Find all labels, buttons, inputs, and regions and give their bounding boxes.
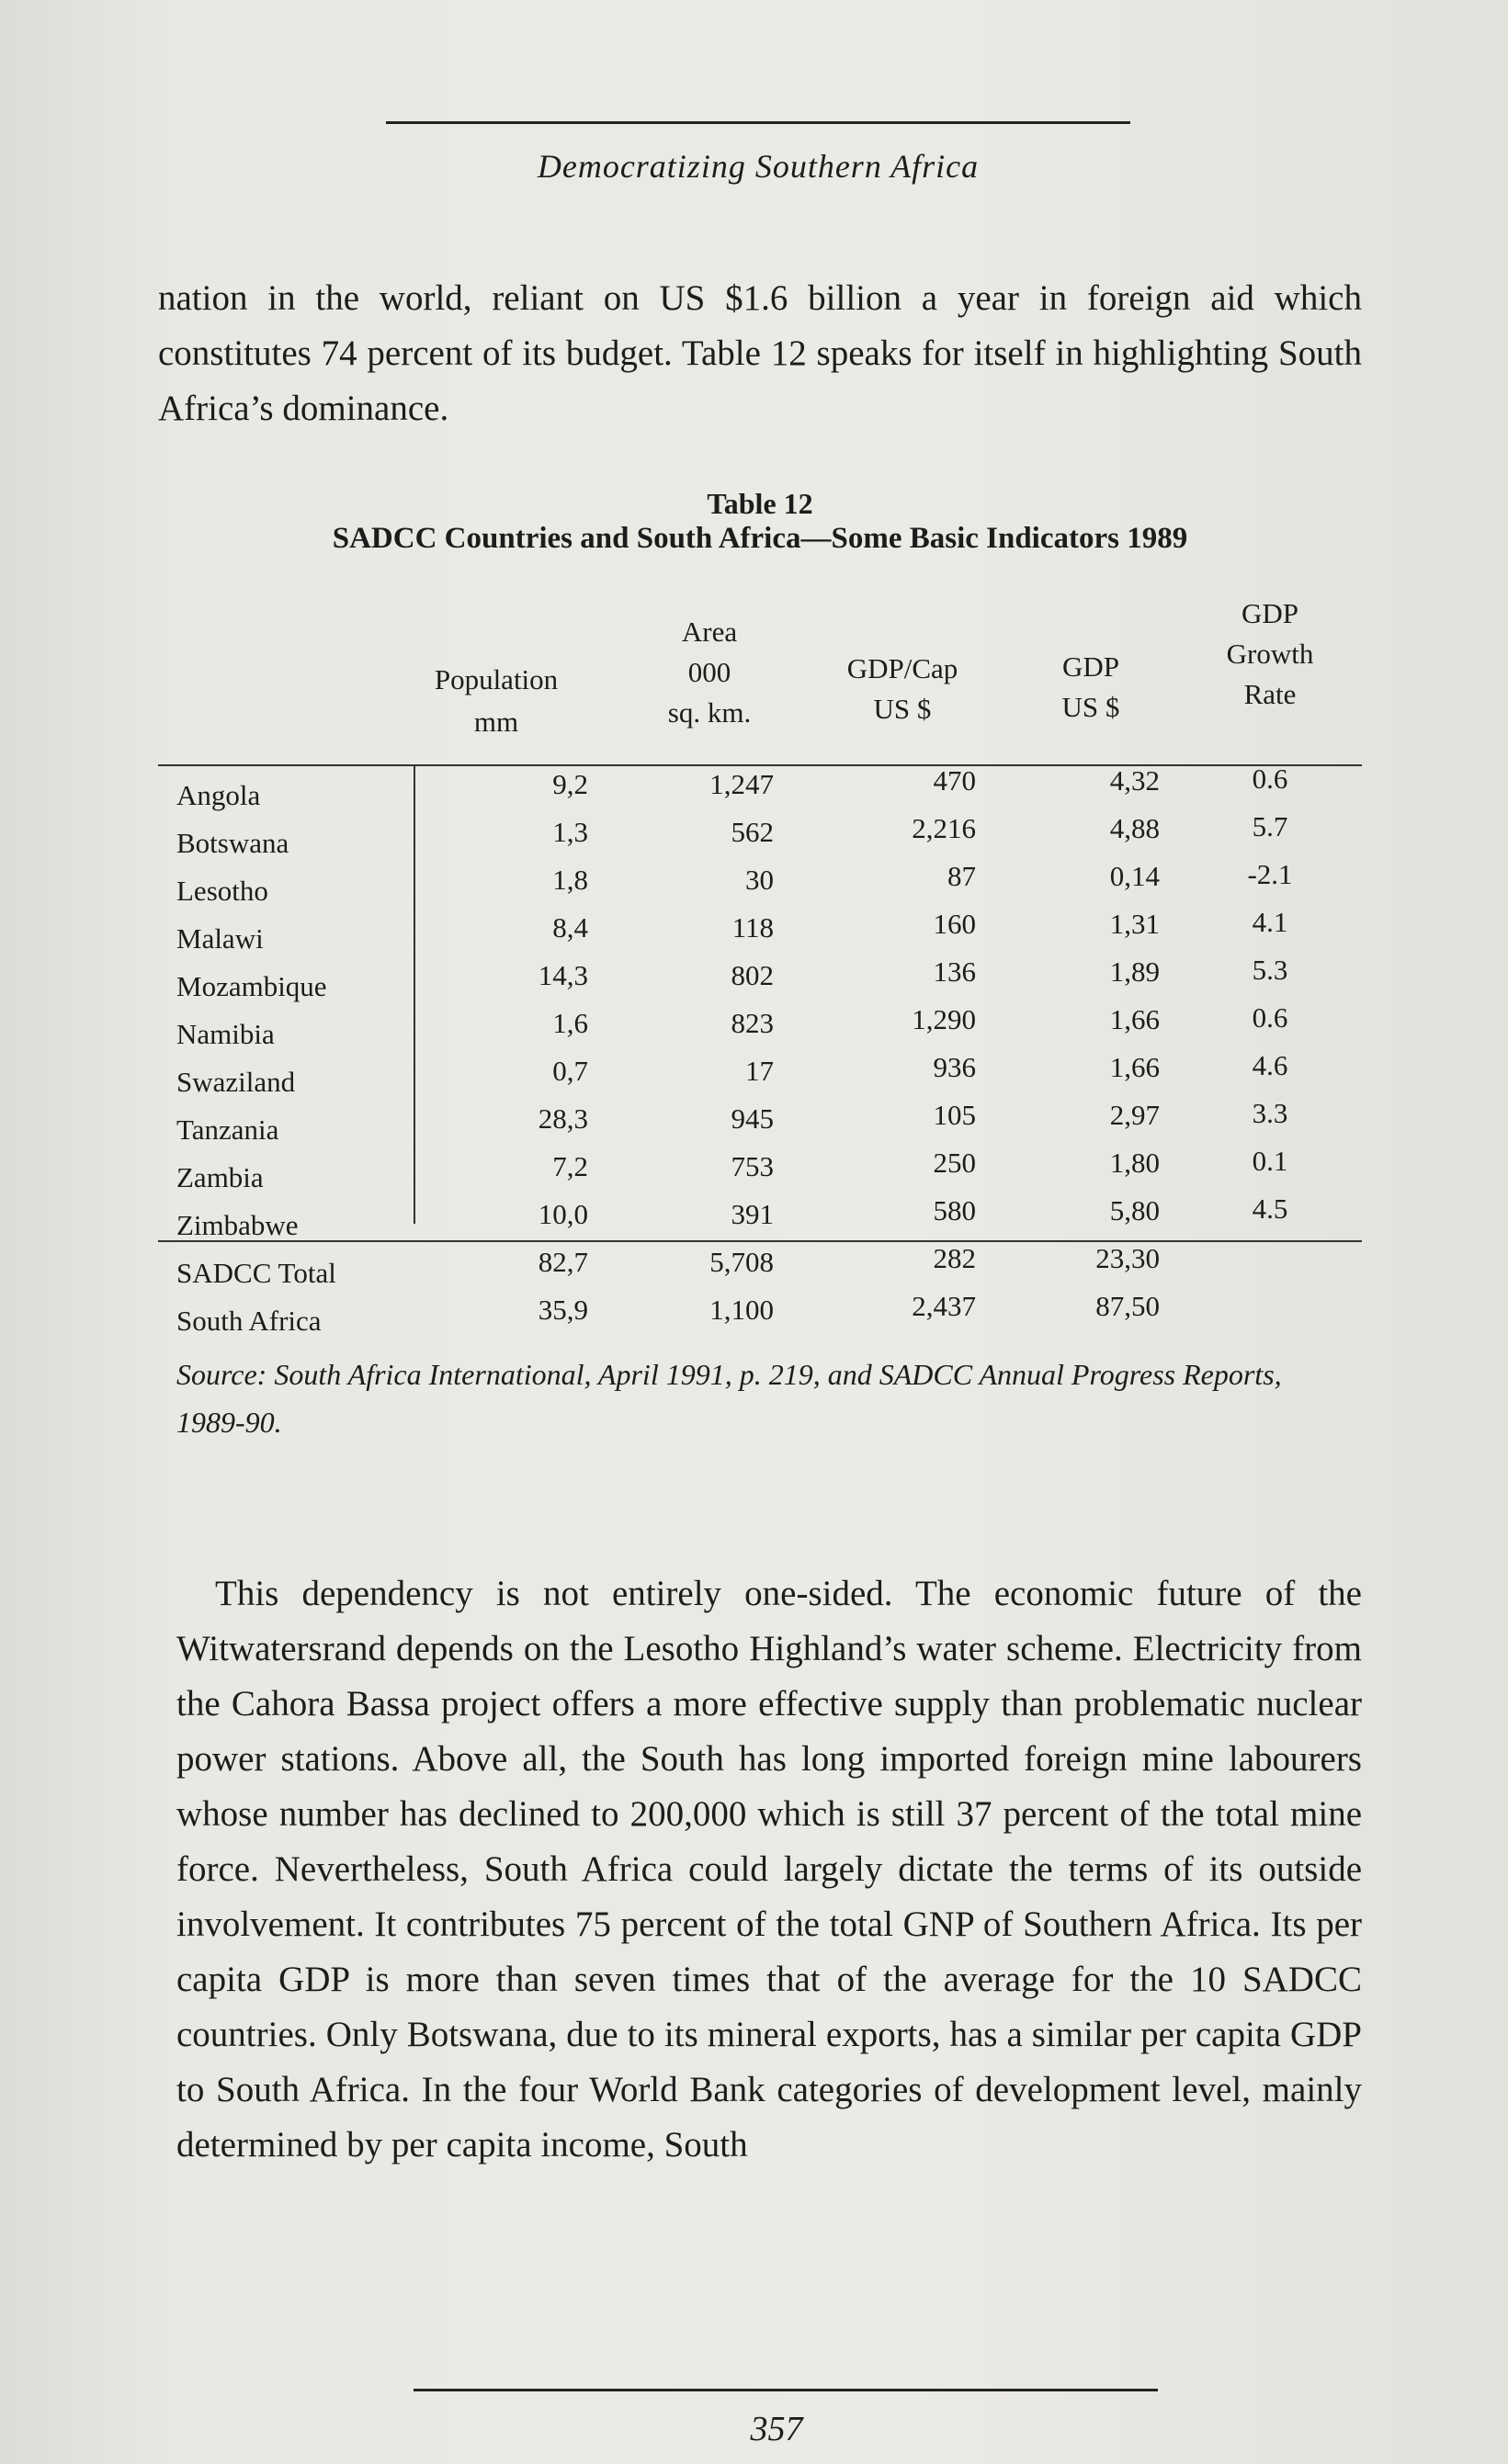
header-gdp	[1003, 650, 1178, 724]
table-source: Source: South Africa International, April 1991, p. 219, and SADCC Annual Progress Reports, 1989-90.	[176, 1358, 1282, 1439]
header-area-line2: 000	[687, 656, 731, 688]
header-area	[618, 616, 801, 729]
cell-growth: 4.5	[1252, 1192, 1288, 1225]
footer-rule	[414, 2389, 1158, 2391]
cell-area: 802	[731, 959, 774, 991]
cell-population: 1,6	[552, 1007, 588, 1039]
page-number: 357	[750, 2410, 803, 2448]
table-row	[158, 1290, 1362, 1352]
cell-gdp: 1,80	[1109, 1147, 1160, 1179]
running-head: Democratizing Southern Africa	[537, 148, 980, 185]
cell-growth: 0.6	[1252, 763, 1288, 795]
cell-gdp: 1,89	[1109, 955, 1160, 988]
data-table	[158, 588, 1362, 1341]
paragraph-2: This dependency is not entirely one-sided. The economic future of the Witwatersrand depends on the Lesotho Highland’s water scheme. Electricity from the Cahora Bassa project offers a more effective supply than problematic nuclear power stations. Above all, the South has long imported foreign mine labourers whose number has declined to 200,000 which is still 37 percent of the total mine force. Nevertheless, South Africa could largely dictate the terms of its outside involvement. It contributes 75 percent of the total GNP of Southern Africa. Its per capita GDP is more than seven times that of the average for the 10 SADCC countries. Only Botswana, due to its mineral exports, has a similar per capita GDP to South Africa. In the four World Bank categories of development level, mainly determined by per capita income, South	[176, 1574, 1362, 2164]
cell-gdp-cap: 105	[933, 1099, 976, 1131]
cell-growth: 4.6	[1252, 1049, 1288, 1081]
cell-growth: 0.6	[1252, 1001, 1288, 1034]
cell-gdp-cap: 87	[947, 860, 976, 892]
cell-gdp: 1,66	[1109, 1051, 1160, 1083]
header-gdp-line1: GDP	[1061, 650, 1119, 683]
header-gdp-cap-line1: GDP/Cap	[846, 652, 958, 684]
cell-area: 391	[731, 1198, 774, 1230]
cell-country: Malawi	[176, 922, 264, 955]
cell-country: Lesotho	[176, 875, 268, 907]
cell-country: Angola	[176, 779, 261, 811]
cell-country: SADCC Total	[176, 1257, 336, 1289]
table-title: SADCC Countries and South Africa—Some Basic Indicators 1989	[332, 522, 1188, 555]
cell-growth: 3.3	[1252, 1097, 1288, 1129]
header-population-line1: Population	[434, 663, 559, 695]
cell-gdp-cap: 1,290	[912, 1003, 976, 1035]
header-gdp-cap	[801, 652, 1003, 726]
paragraph-1: nation in the world, reliant on US $1.6 billion a year in foreign aid which constitutes 74 percent of its budget. Table 12 speaks for itself in highlighting South Africa’s dominance.	[158, 278, 1362, 428]
header-gdp-cap-line2: US $	[873, 693, 932, 725]
cell-growth: -2.1	[1247, 858, 1293, 890]
cell-population: 82,7	[538, 1246, 588, 1278]
cell-country: Swaziland	[176, 1066, 296, 1098]
cell-country: Zambia	[176, 1161, 264, 1193]
cell-gdp-cap: 2,437	[912, 1290, 976, 1322]
cell-gdp: 5,80	[1109, 1194, 1160, 1226]
cell-gdp: 2,97	[1109, 1099, 1160, 1131]
header-gdp-line2: US $	[1061, 691, 1120, 723]
table-number: Table 12	[707, 487, 813, 520]
cell-population: 7,2	[552, 1150, 588, 1182]
header-growth-line1: GDP	[1241, 597, 1298, 629]
cell-gdp-cap: 470	[933, 764, 976, 797]
cell-population: 8,4	[552, 911, 588, 944]
cell-country: Mozambique	[176, 970, 327, 1002]
cell-area: 1,100	[709, 1294, 774, 1326]
cell-gdp: 1,31	[1109, 908, 1160, 940]
cell-gdp: 87,50	[1095, 1290, 1160, 1322]
cell-population: 35,9	[538, 1294, 588, 1326]
cell-country: Zimbabwe	[176, 1209, 299, 1241]
header-population	[395, 663, 597, 739]
cell-population: 0,7	[552, 1055, 588, 1087]
cell-area: 5,708	[709, 1246, 774, 1278]
cell-population: 1,8	[552, 864, 588, 896]
header-rule	[386, 121, 1130, 124]
header-growth-line3: Rate	[1243, 678, 1297, 710]
cell-area: 562	[731, 816, 774, 848]
cell-area: 17	[745, 1055, 774, 1087]
cell-area: 823	[731, 1007, 774, 1039]
cell-gdp-cap: 282	[933, 1242, 976, 1274]
cell-gdp-cap: 160	[933, 908, 976, 940]
cell-gdp-cap: 936	[933, 1051, 976, 1083]
header-population-line2: mm	[473, 706, 519, 738]
cell-growth: 4.1	[1252, 906, 1288, 938]
cell-gdp: 0,14	[1109, 860, 1160, 892]
cell-growth: 0.1	[1252, 1145, 1288, 1177]
cell-gdp-cap: 136	[933, 955, 976, 988]
cell-gdp-cap: 2,216	[912, 812, 976, 844]
cell-area: 945	[731, 1102, 774, 1135]
cell-gdp: 4,88	[1109, 812, 1160, 844]
header-area-line1: Area	[681, 616, 738, 648]
cell-country: Namibia	[176, 1018, 275, 1050]
header-growth	[1178, 597, 1362, 711]
cell-country: Tanzania	[176, 1113, 279, 1146]
cell-growth: 5.7	[1252, 810, 1288, 842]
cell-area: 1,247	[709, 768, 774, 800]
cell-gdp: 1,66	[1109, 1003, 1160, 1035]
cell-gdp: 4,32	[1109, 764, 1160, 797]
cell-growth: 5.3	[1252, 954, 1288, 986]
cell-population: 9,2	[552, 768, 588, 800]
cell-population: 10,0	[538, 1198, 588, 1230]
cell-country: Botswana	[176, 827, 289, 859]
cell-gdp-cap: 250	[933, 1147, 976, 1179]
cell-population: 14,3	[538, 959, 588, 991]
header-area-line3: sq. km.	[667, 696, 752, 729]
cell-population: 28,3	[538, 1102, 588, 1135]
cell-gdp: 23,30	[1095, 1242, 1160, 1274]
header-growth-line2: Growth	[1226, 638, 1314, 670]
cell-population: 1,3	[552, 816, 588, 848]
cell-area: 118	[731, 911, 774, 944]
cell-area: 30	[745, 864, 774, 896]
cell-area: 753	[731, 1150, 774, 1182]
cell-country: South Africa	[176, 1305, 322, 1337]
cell-gdp-cap: 580	[933, 1194, 976, 1226]
